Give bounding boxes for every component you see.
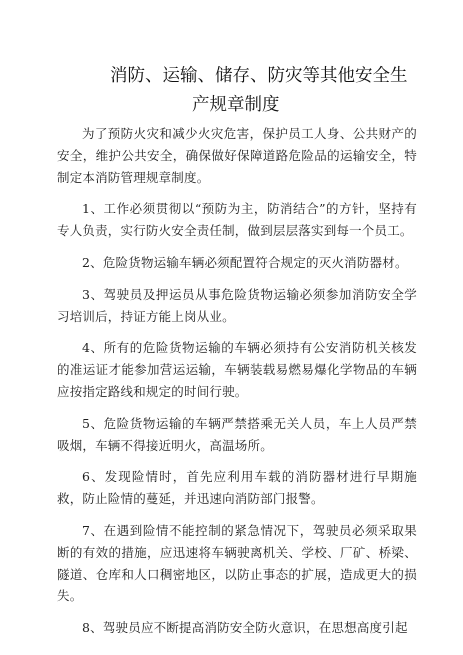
paragraph-rule-7: 7、在遇到险情不能控制的紧急情况下，驾驶员必须采取果断的有效的措施，应迅速将车辆驶离机关、学校、厂矿、桥梁、隧道、仓库和人口稠密地区，以防止事态的扩展，造成更大的损失。 [57, 522, 417, 604]
paragraph-rule-5: 5、危险货物运输的车辆严禁搭乘无关人员，车上人员严禁吸烟，车辆不得接近明火，高温场所。 [57, 415, 417, 453]
paragraph-rule-6: 6、发现险情时，首先应利用车载的消防器材进行早期施救，防止险情的蔓延，并迅速向消防部门报警。 [57, 469, 417, 507]
paragraph-intro: 为了预防火灾和减少火灾危害，保护员工人身、公共财产的安全，维护公共安全，确保做好保障道路危险品的运输安全，特制定本消防管理规章制度。 [57, 126, 417, 185]
title-line-2: 产规章制度 [192, 95, 280, 115]
paragraph-rule-8: 8、驾驶员应不断提高消防安全防火意识，在思想高度引起 [82, 620, 408, 636]
document-body [57, 123, 417, 639]
title-line-1: 消防、运输、储存、防灾等其他安全生 [110, 66, 408, 86]
paragraph-rule-3: 3、驾驶员及押运员从事危险货物运输必须参加消防安全学习培训后，持证方能上岗从业。 [57, 286, 417, 324]
paragraph-rule-2: 2、危险货物运输车辆必须配置符合规定的灭火消防器材。 [82, 254, 408, 270]
paragraph-rule-4: 4、所有的危险货物运输的车辆必须持有公安消防机关核发的准运证才能参加营运运输，车辆装载易燃易爆化学物品的车辆应按指定路线和规定的时间行驶。 [57, 340, 417, 399]
paragraph-rule-1: 1、工作必须贯彻以“预防为主，防消结合”的方针，坚持有专人负责，实行防火安全责任制，做到层层落实到每一个员工。 [57, 201, 417, 239]
document-title [57, 62, 417, 120]
